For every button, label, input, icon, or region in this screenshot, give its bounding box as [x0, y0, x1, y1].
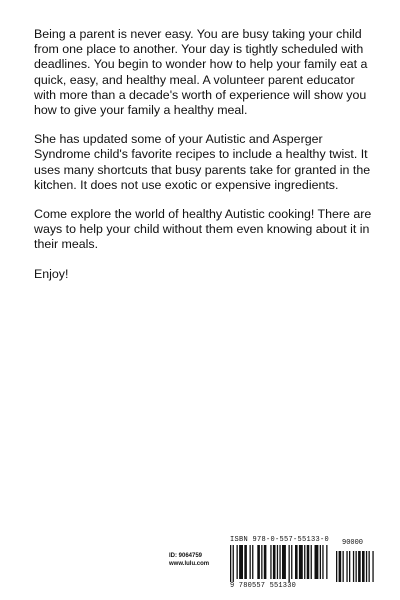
barcode-bar	[299, 545, 303, 579]
barcode-bar	[326, 545, 327, 579]
barcode-bar	[311, 545, 312, 579]
barcode-bar	[239, 545, 243, 579]
barcode-bar	[291, 545, 292, 579]
blurb-paragraph-4: Enjoy!	[34, 266, 69, 281]
barcode-bar	[279, 545, 280, 579]
barcode-addon-bar	[362, 551, 365, 582]
ean-digits: 9 780557 551330	[230, 582, 297, 590]
blurb-paragraph-1: Being a parent is never easy. You are busy taking your child from one place to another. Your day is tightly scheduled with deadlines. You begin to wonder how to help your family eat a quick, easy, and healthy meal. A volunteer parent educator with more than a decade's worth of experience will show you how to give your family a healthy meal.	[34, 27, 368, 118]
blurb-paragraph-3: Come explore the world of healthy Autistic cooking! There are ways to help your child without them even knowing about it in their meals.	[34, 207, 372, 252]
barcode-bar	[230, 545, 231, 582]
barcode-addon-bar	[343, 551, 344, 582]
isbn-barcode	[228, 536, 378, 592]
barcode-bar	[315, 545, 319, 579]
blurb-paragraph-2: She has updated some of your Autistic and Asperger Syndrome child's favorite recipes to include a healthy twist. It uses many shortcuts that busy parents take for granted in the kitchen. It does not use exotic or expensive ingredients.	[34, 132, 371, 192]
barcode-addon-bar	[356, 551, 357, 582]
barcode-bar	[282, 545, 286, 579]
barcode-bar	[233, 545, 234, 582]
barcode-bars	[228, 545, 378, 583]
barcode-addon-bar	[339, 551, 342, 582]
barcode-bar	[304, 545, 305, 579]
barcode-bar	[244, 545, 247, 579]
barcode-bar	[273, 545, 276, 579]
barcode-bar	[277, 545, 278, 579]
barcode-bar	[320, 545, 321, 579]
barcode-bar	[270, 545, 271, 579]
barcode-bar	[307, 545, 310, 579]
barcode-addon-bar	[336, 551, 337, 582]
isbn-label: ISBN 978-0-557-55133-0	[230, 536, 330, 544]
barcode-addon-bar	[366, 551, 367, 582]
barcode-addon-bar	[349, 551, 350, 582]
barcode-bar	[250, 545, 251, 579]
barcode-bar	[257, 545, 260, 579]
barcode-bar	[261, 545, 262, 579]
barcode-bar	[237, 545, 238, 579]
barcode-bar	[322, 545, 323, 579]
publisher-id: ID: 9064759	[169, 553, 203, 559]
barcode-addon-bar	[346, 551, 347, 582]
publisher-site: www.lulu.com	[169, 561, 210, 567]
barcode-bar	[289, 545, 290, 582]
barcode-addon-bar	[353, 551, 354, 582]
barcode-addon-bar	[372, 551, 373, 582]
barcode-bar	[295, 545, 298, 579]
price-code: 90000	[342, 539, 364, 547]
barcode-bar	[264, 545, 267, 579]
barcode-bar	[252, 545, 253, 579]
barcode-addon-bar	[369, 551, 370, 582]
publisher-info	[169, 552, 209, 568]
barcode-addon-bar	[358, 551, 361, 582]
blurb-text	[34, 27, 378, 296]
